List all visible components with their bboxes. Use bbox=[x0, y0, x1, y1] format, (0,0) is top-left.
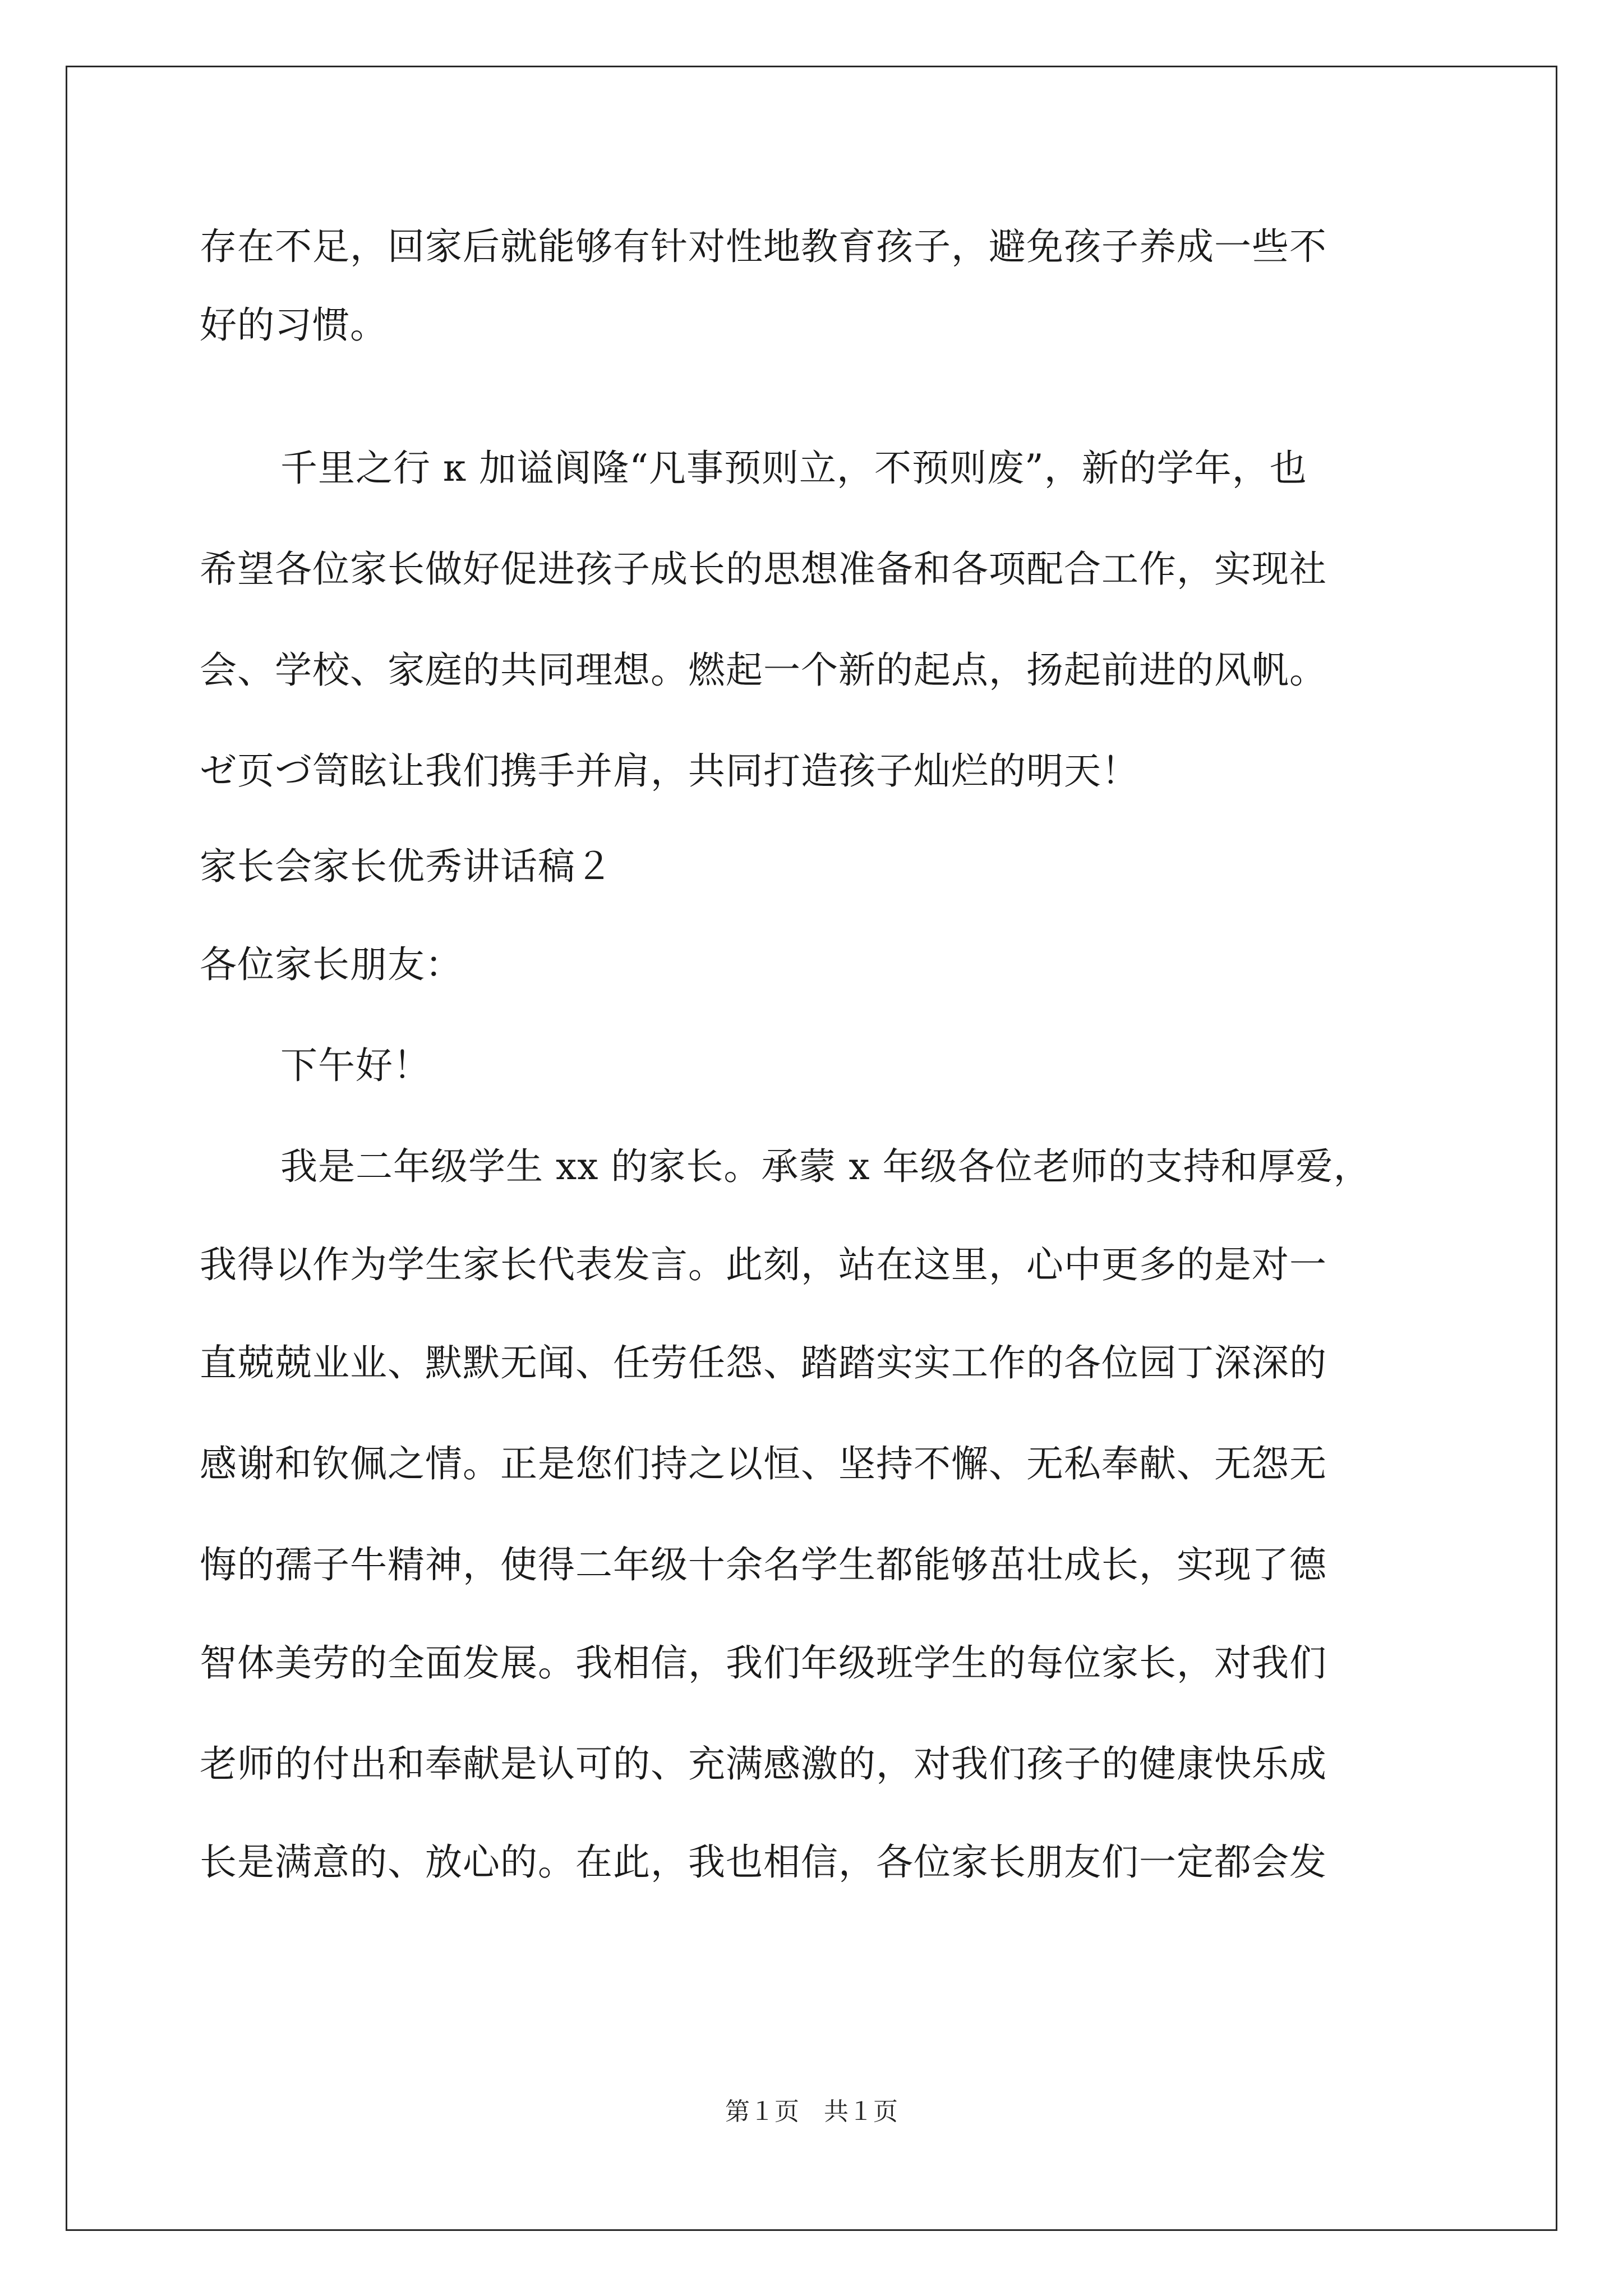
section-heading: 家长会家长优秀讲话稿２ bbox=[200, 845, 613, 888]
body-line-5: 会、学校、家庭的共同理想。燃起一个新的起点，扬起前进的风帆。 bbox=[200, 648, 1327, 692]
body-line-15: 智体美劳的全面发展。我相信，我们年级班学生的每位家长，对我们 bbox=[200, 1641, 1327, 1685]
body-line-10: 我是二年级学生 xx 的家长。承蒙 x 年级各位老师的支持和厚爱， bbox=[280, 1145, 1371, 1188]
page-total: 共１页 bbox=[824, 2097, 898, 2126]
body-line-3: 千里之行 к 加谥阆隆“凡事预则立，不预则废”，新的学年，也 bbox=[280, 447, 1307, 490]
body-line-16: 老师的付出和奉献是认可的、充满感激的，对我们孩子的健康快乐成 bbox=[200, 1742, 1327, 1786]
body-line-13: 感谢和钦佩之情。正是您们持之以恒、坚持不懈、无私奉献、无怨无 bbox=[200, 1442, 1327, 1485]
body-line-1: 存在不足，回家后就能够有针对性地教育孩子，避免孩子养成一些不 bbox=[200, 225, 1327, 268]
page-number: 第１页 bbox=[725, 2097, 799, 2126]
body-line-2: 好的习惯。 bbox=[200, 303, 388, 347]
body-line-4: 希望各位家长做好促进孩子成长的思想准备和各项配合工作，实现社 bbox=[200, 547, 1327, 591]
page-footer bbox=[0, 2095, 1623, 2129]
body-line-17: 长是满意的、放心的。在此，我也相信，各位家长朋友们一定都会发 bbox=[200, 1841, 1327, 1884]
salutation: 各位家长朋友： bbox=[200, 943, 463, 986]
body-line-6: ゼ页づ笥眩让我们携手并肩，共同打造孩子灿烂的明天！ bbox=[200, 749, 1139, 793]
body-line-11: 我得以作为学生家长代表发言。此刻，站在这里，心中更多的是对一 bbox=[200, 1243, 1327, 1286]
body-line-12: 直兢兢业业、默默无闻、任劳任怨、踏踏实实工作的各位园丁深深的 bbox=[200, 1341, 1327, 1384]
body-line-14: 悔的孺子牛精神，使得二年级十余名学生都能够茁壮成长，实现了德 bbox=[200, 1543, 1327, 1586]
greeting: 下午好！ bbox=[280, 1044, 431, 1087]
